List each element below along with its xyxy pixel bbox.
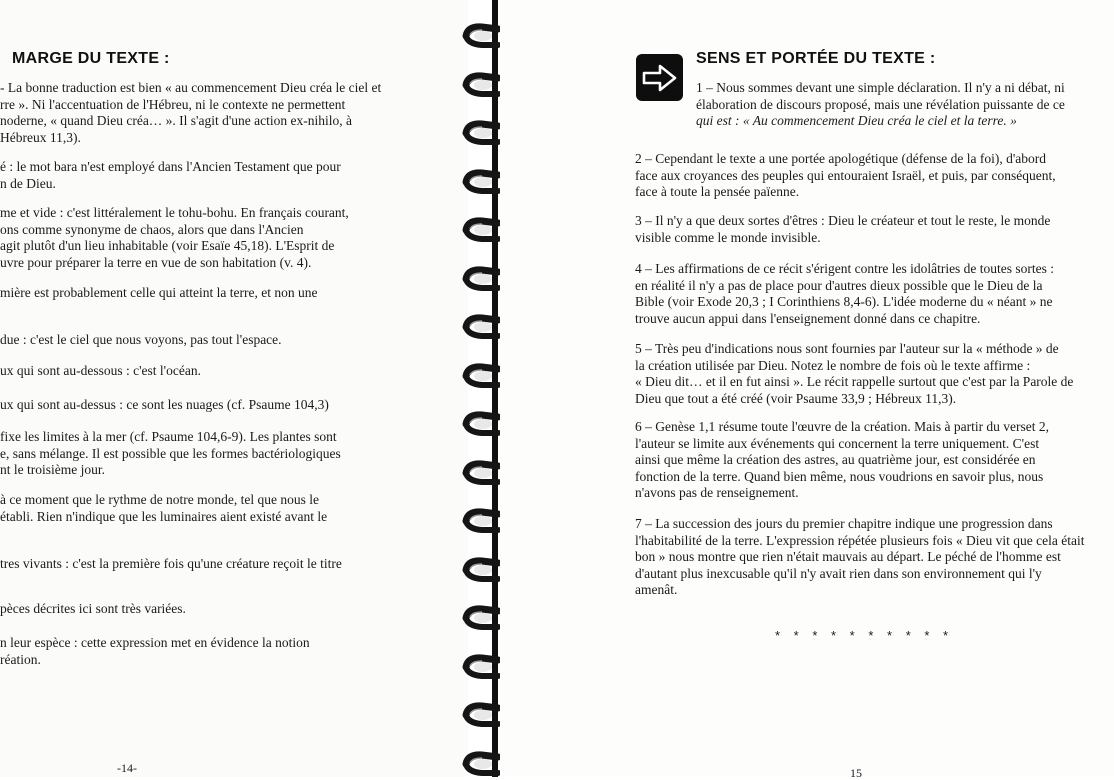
arrow-right-icon xyxy=(636,54,683,101)
left-page-number: -14- xyxy=(117,761,137,775)
left-paragraph-1: - La bonne traduction est bien « au commencement Dieu créa le ciel et rre ». Ni l'accentuation de l'Hébreu, ni le contexte ne permettent noderne, « quand Dieu créa… ». Il s'agit d'une action ex-nihilo, à Hébreux 11,3). xyxy=(0,80,382,145)
left-page-heading: MARGE DU TEXTE : xyxy=(12,50,170,67)
left-paragraph-10: tres vivants : c'est la première fois qu'une créature reçoit le titre xyxy=(0,556,342,571)
right-page xyxy=(500,0,1114,777)
left-paragraph-6: ux qui sont au-dessous : c'est l'océan. xyxy=(0,363,201,378)
left-paragraph-7: ux qui sont au-dessus : ce sont les nuages (cf. Psaume 104,3) xyxy=(0,397,329,412)
right-paragraph-4: 4 – Les affirmations de ce récit s'érigent contre les idolâtries de toutes sortes : en réalité il n'y a pas de place pour d'autres dieux possible que le Dieu de la Bible (voir Exode 20,3 ; I Corinthiens 8,4-6). L'idée moderne du « néant » ne trouve aucun appui dans l'enseignement donné dans ce chapitre. xyxy=(635,261,1055,326)
section-separator: * * * * * * * * * * xyxy=(775,628,954,643)
right-paragraph-3: 3 – Il n'y a que deux sortes d'êtres : Dieu le créateur et tout le reste, le monde visible comme le monde invisible. xyxy=(635,213,1051,245)
right-page-number: 15 xyxy=(850,766,862,777)
left-paragraph-12: n leur espèce : cette expression met en évidence la notion réation. xyxy=(0,635,310,667)
left-paragraph-4: mière est probablement celle qui atteint la terre, et non une xyxy=(0,285,318,300)
left-paragraph-3: me et vide : c'est littéralement le tohu-bohu. En français courant, ons comme synonyme de chaos, alors que dans l'Ancien agit plutôt d'un lieu inhabitable (voir Esaïe 45,18). L'Esprit de uvre pour préparer la terre en vue de son habitation (v. 4). xyxy=(0,205,349,270)
right-paragraph-2: 2 – Cependant le texte a une portée apologétique (défense de la foi), d'abord face aux croyances des peuples qui entouraient Israël, et puis, par conséquent, face à toute la pensée païenne. xyxy=(635,151,1056,199)
left-paragraph-5: due : c'est le ciel que nous voyons, pas tout l'espace. xyxy=(0,332,282,347)
left-paragraph-9: à ce moment que le rythme de notre monde, tel que nous le établi. Rien n'indique que les luminaires aient existé avant le xyxy=(0,492,328,524)
right-paragraph-5: 5 – Très peu d'indications nous sont fournies par l'auteur sur la « méthode » de la création utilisée par Dieu. Notez le nombre de fois où le texte affirme : « Dieu dit… et il en fut ainsi ». Le récit rappelle surtout que c'est par la Parole de Dieu que tout a été créé (voir Psaume 33,9 ; Hébreux 11,3). xyxy=(635,341,1074,406)
left-paragraph-8: fixe les limites à la mer (cf. Psaume 104,6-9). Les plantes sont e, sans mélange. Il est possible que les formes bactériologiques nt le troisième jour. xyxy=(0,429,341,477)
right-paragraph-1: 1 – Nous sommes devant une simple déclaration. Il n'y a ni débat, ni élaboration de discours proposé, mais une révélation puissante de ce qui est : « Au commencement Dieu créa le ciel et la terre. » xyxy=(696,80,1065,128)
left-paragraph-11: pèces décrites ici sont très variées. xyxy=(0,601,186,616)
right-paragraph-6: 6 – Genèse 1,1 résume toute l'œuvre de la création. Mais à partir du verset 2, l'auteur se limite aux événements qui concernent la terre uniquement. C'est ainsi que même la création des astres, au quatrième jour, est considérée en fonction de la terre. Quand bien même, nous voudrions en savoir plus, nous n'avons pas de renseignement. xyxy=(635,419,1050,500)
right-page-heading: SENS ET PORTÉE DU TEXTE : xyxy=(696,50,936,67)
left-page xyxy=(0,0,468,777)
right-paragraph-7: 7 – La succession des jours du premier chapitre indique une progression dans l'habitabilité de la terre. L'expression répétée plusieurs fois « Dieu vit que cela était bon » nous montre que rien n'était mauvais au départ. Le péché de l'homme est d'autant plus inexcusable qu'il n'y avait rien dans son environnement qui l'y amenât. xyxy=(635,516,1085,597)
left-paragraph-2: é : le mot bara n'est employé dans l'Ancien Testament que pour n de Dieu. xyxy=(0,159,341,191)
